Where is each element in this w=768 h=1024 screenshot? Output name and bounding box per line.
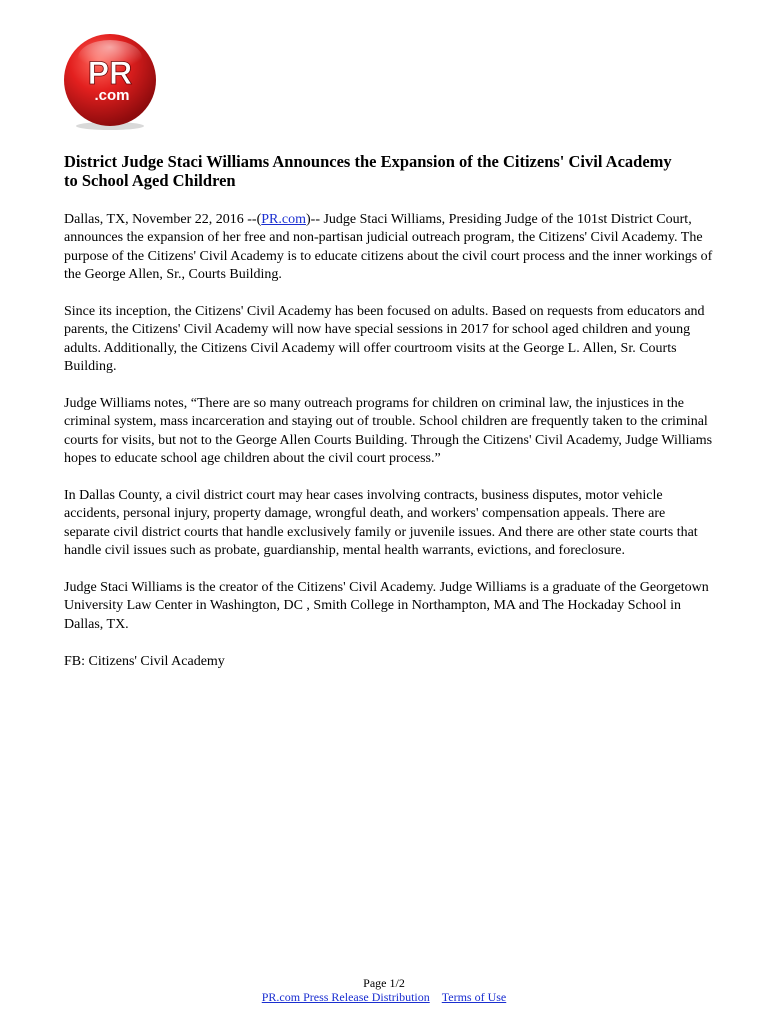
body-paragraph: In Dallas County, a civil district court may hear cases involving contracts, business disputes, motor vehicle accidents, personal injury, property damage, wrongful death, and workers' compensation appeals. There are separate civil district courts that handle exclusively family or juvenile issues. And there are other state courts that handle civil issues such as probate, guardianship, mental health warrants, evictions, and foreclosure. [64, 488, 698, 559]
body-paragraph: Since its inception, the Citizens' Civil Academy has been focused on adults. Based on requests from educators and parents, the Citizens' Civil Academy will now have special sessions in 2017 for school aged children and young adults. Additionally, the Citizens Civil Academy will offer courtroom visits at the George L. Allen, Sr. Courts Building. [64, 304, 705, 375]
body-paragraph: FB: Citizens' Civil Academy [64, 653, 225, 669]
press-release-title: District Judge Staci Williams Announces the Expansion of the Citizens' Civil Academy to School Aged Children [64, 152, 672, 190]
page-footer [0, 976, 768, 1004]
pr-com-logo[interactable] [60, 32, 160, 132]
body-paragraph: Judge Williams notes, “There are so many outreach programs for children on criminal law, the injustices in the criminal system, mass incarceration and staying out of trouble. School children are frequently taken to the criminal courts for visits, but not to the George Allen Courts Building. Through the Citizens' Civil Academy, Judge Williams hopes to educate school age children about the civil court process.” [64, 396, 713, 467]
logo-text-pr: PR [87, 55, 133, 91]
body-paragraph: Judge Staci Williams is the creator of the Citizens' Civil Academy. Judge Williams is a graduate of the Georgetown University Law Center in Washington, DC , Smith College in Northampton, MA and The Hockaday School in Dallas, TX. [64, 580, 709, 632]
press-release-body [64, 211, 714, 689]
pr-logo-icon [60, 32, 160, 132]
press-release-distribution-link[interactable]: PR.com Press Release Distribution [261, 990, 430, 1004]
dateline-text: )-- Judge Staci Williams, Presiding Judge of the 101st District Court, announces the expansion of her free and non-partisan judicial outreach program, the Citizens' Civil Academy. The purpose of the Citizens' Civil Academy is to educate citizens about the civil court process and the inner workings of the George Allen, Sr., Courts Building. [64, 212, 713, 283]
footer-links [0, 990, 768, 1004]
pr-com-link[interactable]: PR.com [261, 212, 306, 227]
dateline-prefix: Dallas, TX, November 22, 2016 --( [64, 212, 262, 227]
dateline-paragraph [64, 211, 714, 285]
terms-of-use-link[interactable]: Terms of Use [441, 990, 507, 1004]
page-number: Page 1/2 [363, 976, 405, 990]
logo-text-com: .com [94, 87, 130, 104]
